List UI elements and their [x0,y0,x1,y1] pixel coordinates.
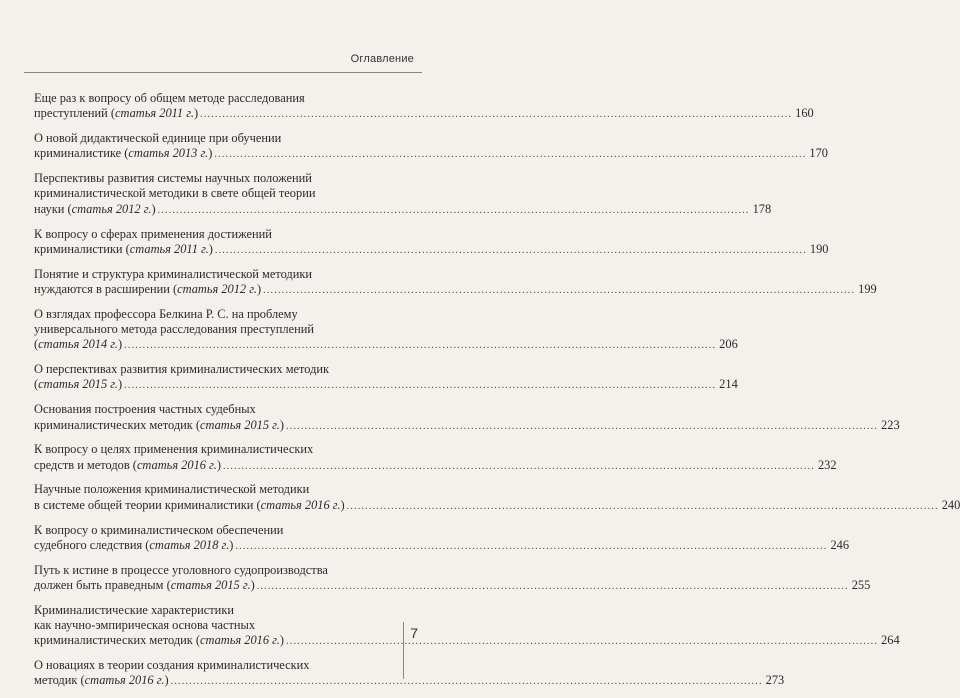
toc-entry-page-number: 232 [817,457,837,472]
toc-entry[interactable] [34,91,814,123]
toc-entry-page-number: 264 [881,633,900,648]
toc-entry-last-line [34,457,837,474]
toc-entry[interactable] [34,131,828,163]
toc-entry-title-end [34,202,156,217]
toc-entry-text-close: ) [257,281,262,296]
toc-entry-title-line: криминалистической методики в свете общей теории [34,186,316,201]
toc-entry-text: судебного следствия ( [34,537,150,552]
toc-entry[interactable] [34,266,877,299]
toc-entry-title-line: О новациях в теории создания криминалистических [34,658,310,673]
toc-entry-last-line [34,377,738,393]
toc-entry-text-close: ) [208,146,213,161]
toc-entry-text-close: ) [340,497,345,512]
toc-entry-text: средств и методов ( [34,457,137,472]
toc-entry-title-line: Научные положения криминалистической методики [34,482,310,497]
dot-leader: ................................................................................................................................................................ [256,580,849,592]
toc-entry-text: криминалистики ( [34,241,130,256]
toc-entry-title-end [34,282,261,297]
toc-entry-last-line [34,146,828,162]
toc-entry-title-end [34,673,169,688]
toc-entry-article-year: статья 2016 г. [136,457,217,472]
toc-entry-page-number: 190 [809,241,829,256]
dot-leader: ................................................................................................................................................................ [124,340,717,352]
toc-entry-title-line: О новой дидактической единице при обучении [34,131,282,146]
toc-entry-page-number: 223 [881,417,900,432]
toc-entry-title-end [34,242,213,257]
toc-entry[interactable] [34,442,837,474]
toc-entry-article-year: статья 2011 г. [129,241,209,256]
toc-entry[interactable] [34,306,738,354]
toc-entry-last-line [34,337,738,353]
toc-entry-text-close: ) [279,633,285,648]
page-number-rule [403,622,404,679]
toc-entry[interactable] [34,402,900,434]
dot-leader: ................................................................................................................................................................ [170,676,763,688]
toc-entry-article-year: статья 2012 г. [71,201,152,216]
toc-entry-last-line [34,281,877,298]
toc-entry-article-year: статья 2015 г. [170,577,251,592]
toc-entry-article-year: статья 2011 г. [115,106,194,121]
toc-entry-title-line: К вопросу о целях применения криминалистических [34,442,314,457]
toc-entry-text-close: ) [208,241,213,256]
toc-entry-page-number: 199 [858,281,877,296]
toc-entry-title-end [34,458,221,473]
toc-entry-text-close: ) [118,377,123,392]
toc-entry[interactable] [34,226,829,259]
toc-entry-article-year: статья 2018 г. [149,537,230,552]
toc-entry-page-number: 255 [851,577,871,592]
toc-entry-title-line: К вопросу о сферах применения достижений [34,226,272,241]
toc-entry-page-number: 246 [830,537,850,552]
dot-leader: ................................................................................................................................................................ [124,380,717,392]
toc-entry-text-close: ) [193,106,199,121]
toc-entry[interactable] [34,602,900,650]
toc-entry-last-line [34,633,900,649]
toc-entry-title-line: универсального метода расследования преступлений [34,322,314,337]
toc-entry-page-number: 206 [719,337,738,352]
toc-entry[interactable] [34,482,960,514]
toc-entry-article-year: статья 2014 г. [38,337,119,352]
toc-entry-title-end [34,377,122,392]
toc-entry-title-end [34,498,345,513]
toc-entry-text: в системе общей теории криминалистики ( [34,497,261,512]
toc-entry-title-line: О взглядах профессора Белкина Р. С. на проблему [34,306,298,321]
toc-entry[interactable] [34,362,738,394]
toc-entry-text: ( [34,377,39,392]
toc-entry-title-line: Основания построения частных судебных [34,402,256,417]
toc-entry-title-line: как научно-эмпирическая основа частных [34,618,256,633]
toc-entry-text-close: ) [279,417,285,432]
toc-entry-title-end [34,633,284,648]
dot-leader: ................................................................................................................................................................ [286,636,879,648]
toc-entry-article-year: статья 2015 г. [200,417,280,432]
dot-leader: ................................................................................................................................................................ [214,244,807,256]
toc-entry-text-close: ) [151,201,156,216]
dot-leader: ................................................................................................................................................................ [346,500,939,512]
toc-entry-page-number: 160 [795,106,814,121]
toc-entry-article-year: статья 2016 г. [84,673,165,688]
toc-entry-last-line [34,106,814,122]
toc-entry-title-line: Перспективы развития системы научных положений [34,171,312,186]
toc-entry-text: криминалистических методик ( [34,633,201,648]
dot-leader: ................................................................................................................................................................ [286,420,879,432]
toc-entry-text: преступлений ( [34,106,116,121]
dot-leader: ................................................................................................................................................................ [222,460,815,472]
toc-entry-text: нуждаются в расширении ( [34,281,178,296]
dot-leader: ................................................................................................................................................................ [214,149,807,161]
toc-entry[interactable] [34,171,772,218]
toc-entry-article-year: статья 2016 г. [260,497,341,512]
toc-entry-title-line: Путь к истине в процессе уголовного судопроизводства [34,562,328,577]
toc-entry[interactable] [34,658,785,690]
toc-entry-article-year: статья 2016 г. [200,633,280,648]
toc-entry-text-close: ) [118,337,123,352]
toc-entry-last-line [34,497,960,514]
toc-entry-title-end [34,106,198,121]
toc-entry-article-year: статья 2012 г. [177,281,257,296]
header-rule [24,72,422,73]
toc-entry-page-number: 178 [752,201,772,216]
toc-entry-article-year: статья 2013 г. [128,146,209,161]
toc-entry-last-line [34,201,772,218]
toc-entry-text-close: ) [229,537,234,552]
toc-entry-page-number: 240 [941,497,960,512]
toc-entry-last-line [34,241,829,258]
toc-entry-page-number: 170 [809,146,828,161]
toc-entry-text-close: ) [250,577,255,592]
toc-entry-title-end [34,146,212,161]
running-header-title: Оглавление [350,53,414,65]
toc-entry-text: криминалистических методик ( [34,417,201,432]
toc-entry-title-line: О перспективах развития криминалистических методик [34,362,330,377]
dot-leader: ................................................................................................................................................................ [263,284,856,296]
toc-entry-title-end [34,418,284,433]
toc-entry-last-line [34,673,785,689]
toc-entry-last-line [34,537,850,554]
toc-entry-title-line: К вопросу о криминалистическом обеспечении [34,522,284,537]
toc-entry-article-year: статья 2015 г. [38,377,119,392]
toc-entry-title-end [34,538,233,553]
dot-leader: ................................................................................................................................................................ [235,540,828,552]
toc-entry-text: криминалистике ( [34,146,129,161]
toc-entry[interactable] [34,562,871,595]
toc-entry-text-close: ) [216,457,221,472]
toc-entry-title-line: Криминалистические характеристики [34,602,234,617]
dot-leader: ................................................................................................................................................................ [200,109,793,121]
toc-entry-text: науки ( [34,201,72,216]
toc-entry-last-line [34,417,900,434]
toc-entry[interactable] [34,522,850,555]
toc-entry-last-line [34,577,871,594]
toc-entry-text: методик ( [34,673,85,688]
toc-entry-text: ( [34,337,39,352]
dot-leader: ................................................................................................................................................................ [157,204,750,216]
toc-entry-text-close: ) [164,673,169,688]
toc-entry-title-end [34,337,122,352]
toc-entry-title-line: Еще раз к вопросу об общем методе расследования [34,91,305,105]
page-number: 7 [410,625,418,641]
toc-entry-text: должен быть праведным ( [34,577,171,592]
table-of-contents [34,91,960,698]
toc-entry-page-number: 273 [765,673,785,688]
toc-entry-title-line: Понятие и структура криминалистической методики [34,266,313,281]
toc-entry-page-number: 214 [719,377,738,392]
toc-entry-title-end [34,578,255,593]
